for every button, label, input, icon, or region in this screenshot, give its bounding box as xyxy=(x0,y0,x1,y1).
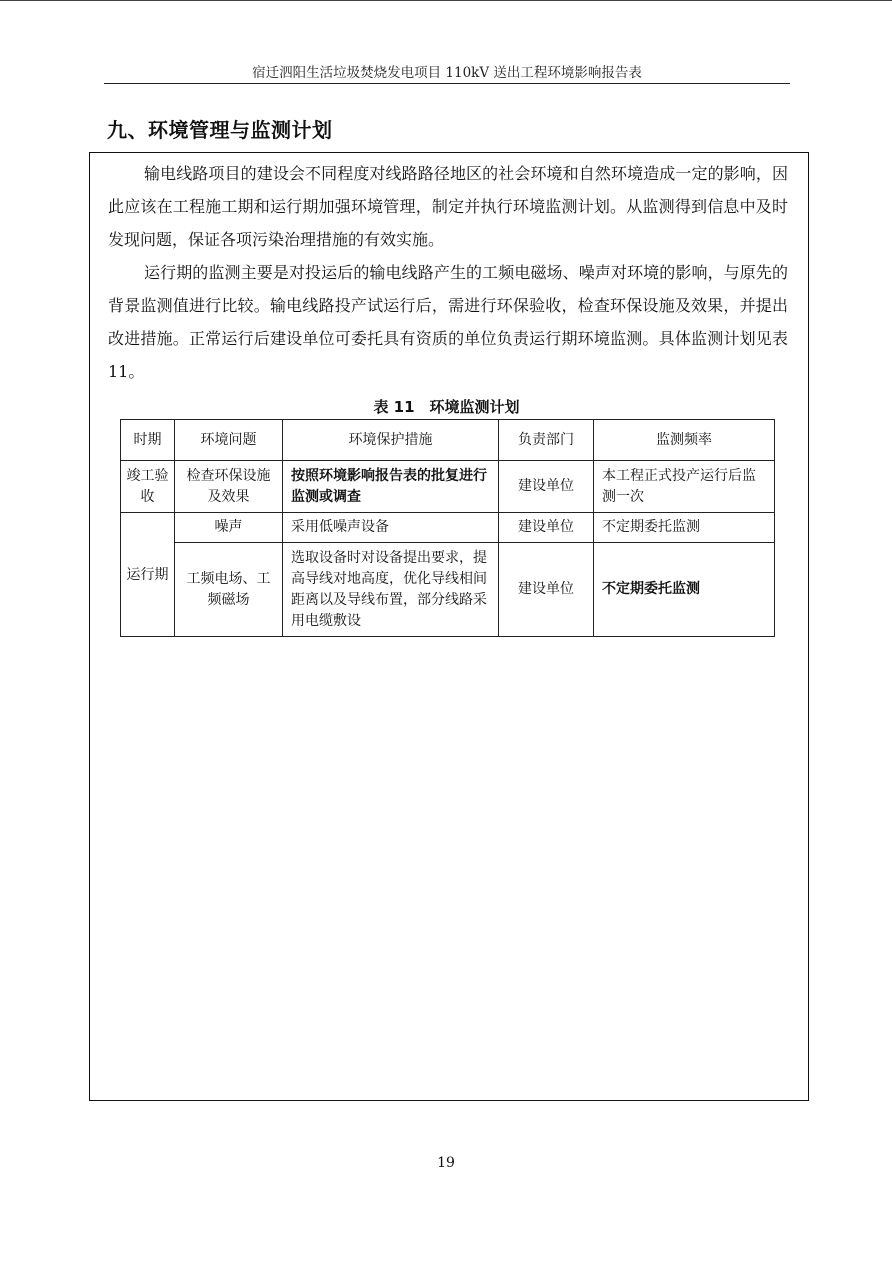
cell-period: 竣工验收 xyxy=(121,461,175,513)
header-measure: 环境保护措施 xyxy=(283,420,499,461)
table-row xyxy=(121,543,775,637)
cell-issue: 噪声 xyxy=(175,513,283,543)
cell-frequency: 不定期委托监测 xyxy=(594,543,775,637)
page-number: 19 xyxy=(437,1155,455,1171)
paragraph-operation-monitoring: 运行期的监测主要是对投运后的输电线路产生的工频电磁场、噪声对环境的影响，与原先的背景监测值进行比较。输电线路投产试运行后，需进行环保验收，检查环保设施及效果，并提出改进措施。正常运行后建设单位可委托具有资质的单位负责运行期环境监测。具体监测计划见表11。 xyxy=(108,263,788,381)
header-issue: 环境问题 xyxy=(175,420,283,461)
cell-department: 建设单位 xyxy=(499,461,594,513)
monitoring-plan-table xyxy=(120,419,775,637)
cell-frequency: 不定期委托监测 xyxy=(594,513,775,543)
running-header: 宿迁泗阳生活垃圾焚烧发电项目 110kV 送出工程环境影响报告表 xyxy=(252,65,642,81)
cell-issue: 工频电场、工频磁场 xyxy=(175,543,283,637)
cell-department: 建设单位 xyxy=(499,513,594,543)
cell-measure: 选取设备时对设备提出要求，提高导线对地高度，优化导线相间距离以及导线布置，部分线路采用电缆敷设 xyxy=(283,543,499,637)
header-divider xyxy=(104,83,790,84)
page-top-border xyxy=(0,0,892,1)
header-frequency: 监测频率 xyxy=(594,420,775,461)
table-caption: 表 11 环境监测计划 xyxy=(373,398,520,416)
cell-department: 建设单位 xyxy=(499,543,594,637)
cell-issue: 检查环保设施及效果 xyxy=(175,461,283,513)
table-row xyxy=(121,461,775,513)
cell-period: 运行期 xyxy=(121,513,175,637)
header-department: 负责部门 xyxy=(499,420,594,461)
header-period: 时期 xyxy=(121,420,175,461)
table-row xyxy=(121,513,775,543)
table-header-row xyxy=(121,420,775,461)
cell-measure: 按照环境影响报告表的批复进行监测或调查 xyxy=(283,461,499,513)
cell-measure: 采用低噪声设备 xyxy=(283,513,499,543)
section-title: 九、环境管理与监测计划 xyxy=(107,118,333,142)
cell-frequency: 本工程正式投产运行后监测一次 xyxy=(594,461,775,513)
paragraph-intro: 输电线路项目的建设会不同程度对线路路径地区的社会环境和自然环境造成一定的影响，因此应该在工程施工期和运行期加强环境管理，制定并执行环境监测计划。从监测得到信息中及时发现问题，保证各项污染治理措施的有效实施。 xyxy=(108,164,788,249)
